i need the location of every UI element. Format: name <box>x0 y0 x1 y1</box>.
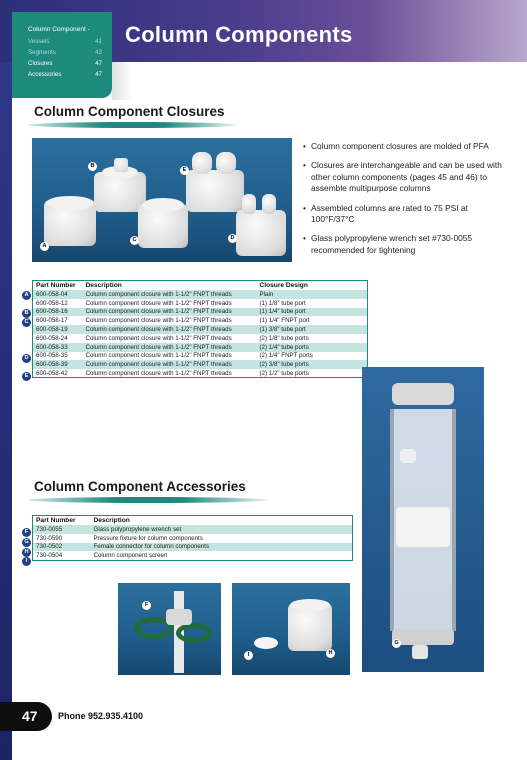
closure-d-image <box>236 210 286 256</box>
nav-item-page: 47 <box>95 60 102 67</box>
row-marker-i: I <box>22 557 31 566</box>
part-number: 600-058-04 <box>33 290 83 299</box>
closures-table <box>32 280 368 378</box>
bullet-item: • Column component closures are molded of PFA <box>303 141 503 152</box>
closure-e-port-right <box>216 152 236 174</box>
nav-item-accessories[interactable] <box>28 71 102 78</box>
description: Column component closure with 1-1/2" FNPT threads <box>83 308 257 317</box>
column-header: Description <box>93 517 130 524</box>
table-row <box>33 352 368 361</box>
description: Female connector for column components <box>91 543 353 552</box>
callout-g: G <box>392 639 401 648</box>
row-marker-h: H <box>22 548 31 557</box>
column-header: Part Number <box>36 282 76 289</box>
closure-d-port-left <box>242 194 256 214</box>
nav-heading: Column Component - <box>28 26 90 33</box>
table-row <box>33 290 368 299</box>
column-outlet <box>412 645 428 659</box>
closure-design: (1) 3/8" tube port <box>257 325 368 334</box>
closure-design: (2) 1/8" tube ports <box>259 334 309 342</box>
table-row <box>33 316 368 325</box>
closure-c-top <box>142 198 184 212</box>
row-marker-b: B <box>22 309 31 318</box>
callout-e: E <box>180 166 189 175</box>
table-header-row <box>33 516 353 526</box>
table-row <box>33 360 368 369</box>
row-marker-e: E <box>22 372 31 381</box>
closure-design: (2) 3/8" tube ports <box>257 360 368 369</box>
table-row <box>33 299 368 308</box>
nav-item-page: 41 <box>95 38 102 45</box>
part-number: 600-058-24 <box>36 334 68 342</box>
callout-c: C <box>130 236 139 245</box>
table-row <box>33 308 368 317</box>
accessories-heading: Column Component Accessories <box>34 479 246 494</box>
row-marker-d: D <box>22 354 31 363</box>
page-title: Column Components <box>125 22 353 47</box>
part-number: 600-058-19 <box>33 325 83 334</box>
nav-item-vessels[interactable] <box>28 38 102 45</box>
description: Column component closure with 1-1/2" FNPT threads <box>85 317 232 325</box>
description: Column component closure with 1-1/2" FNPT threads <box>85 352 232 360</box>
page-number: 47 <box>22 708 38 724</box>
closures-photo <box>32 138 292 262</box>
nav-shadow <box>112 62 132 100</box>
nav-item-page: 43 <box>95 49 102 56</box>
callout-h: H <box>326 649 335 658</box>
closures-bullets <box>303 141 503 264</box>
part-number: 600-058-39 <box>33 360 83 369</box>
nav-item-page: 47 <box>95 71 102 78</box>
nav-item-label: Accessories <box>28 71 62 78</box>
closure-d-port-right <box>262 194 276 214</box>
table-row <box>33 534 353 543</box>
table-row <box>33 334 368 343</box>
closure-e-image <box>186 170 244 212</box>
part-number: 600-058-35 <box>36 352 68 360</box>
left-rail <box>0 0 12 760</box>
bullet-item: • Glass polypropylene wrench set #730-0055 recommended for tightening <box>303 233 503 256</box>
row-marker-f: F <box>22 528 31 537</box>
part-number: 600-058-17 <box>36 317 68 325</box>
part-number: 730-0055 <box>33 525 91 534</box>
description: Column component screen <box>93 552 168 560</box>
nav-item-label: Vessels <box>28 38 50 45</box>
closures-heading: Column Component Closures <box>34 104 225 119</box>
closure-design: Plain <box>257 290 368 299</box>
accessories-table <box>32 515 353 561</box>
table-row <box>33 343 368 352</box>
table-row <box>33 543 353 552</box>
row-marker-g: G <box>22 538 31 547</box>
part-number: 730-0502 <box>33 543 91 552</box>
part-number: 600-058-12 <box>36 299 68 307</box>
part-number: 600-058-16 <box>33 308 83 317</box>
closures-swoosh <box>28 122 238 128</box>
row-marker-a: A <box>22 291 31 300</box>
table-row <box>33 325 368 334</box>
bullet-item: • Assembled columns are rated to 75 PSI at 100°F/37°C <box>303 203 503 226</box>
callout-b: B <box>88 162 97 171</box>
description: Column component closure with 1-1/2" FNPT threads <box>85 299 232 307</box>
column-segment <box>396 507 450 547</box>
bullet-item: • Closures are interchangeable and can be used with other column components (pages 45 and 46) to assemble multipurpose columns <box>303 160 503 194</box>
callout-f: F <box>142 601 151 610</box>
closure-a-top <box>46 196 94 210</box>
closure-design: (2) 1/4" FNPT ports <box>259 352 313 360</box>
phone-number: Phone 952.935.4100 <box>58 711 144 721</box>
column-bottom-closure <box>392 629 454 645</box>
closure-design: (1) 1/4" FNPT port <box>259 317 310 325</box>
column-assembly-photo <box>362 367 484 672</box>
closure-e-port-left <box>192 152 212 174</box>
connector-screen-photo <box>232 583 350 675</box>
description: Pressure fixture for column components <box>93 534 203 542</box>
callout-d: D <box>228 234 237 243</box>
nav-item-label: Closures <box>28 60 53 67</box>
column-top-closure <box>392 383 454 405</box>
description: Column component closure with 1-1/2" FNPT threads <box>83 325 257 334</box>
callout-i: I <box>244 651 253 660</box>
nav-item-label: Segments <box>28 49 56 56</box>
female-connector-top <box>290 599 330 611</box>
wrench-head <box>166 609 192 625</box>
description: Column component closure with 1-1/2" FNPT threads <box>83 343 257 352</box>
closure-design: (2) 1/2" tube ports <box>259 369 309 377</box>
part-number: 600-058-33 <box>33 343 83 352</box>
description: Column component closure with 1-1/2" FNPT threads <box>85 369 232 377</box>
description: Column component closure with 1-1/2" FNPT threads <box>85 334 232 342</box>
wrench-photo <box>118 583 221 675</box>
closure-design: (2) 1/4" tube ports <box>257 343 368 352</box>
nav-item-segments[interactable] <box>28 49 102 56</box>
table-row <box>33 369 368 378</box>
column-header: Description <box>85 282 122 289</box>
part-number: 730-0590 <box>36 534 63 542</box>
callout-a: A <box>40 242 49 251</box>
table-row <box>33 551 353 560</box>
column-header: Part Number <box>36 517 76 524</box>
closure-b-port <box>114 158 128 172</box>
row-marker-c: C <box>22 318 31 327</box>
section-nav <box>12 12 112 98</box>
table-header-row <box>33 281 368 291</box>
nav-item-closures[interactable] <box>28 60 102 67</box>
accessories-swoosh <box>28 497 268 503</box>
closure-design: (1) 1/4" tube port <box>257 308 368 317</box>
part-number: 600-058-42 <box>36 369 68 377</box>
closure-design: (1) 1/8" tube port <box>259 299 306 307</box>
column-header: Closure Design <box>259 282 308 289</box>
screen-image <box>254 637 278 649</box>
wrench-right-jaw <box>176 623 212 643</box>
table-row <box>33 525 353 534</box>
description: Glass polypropylene wrench set <box>91 525 353 534</box>
description: Column component closure with 1-1/2" FNPT threads <box>83 290 257 299</box>
part-number: 730-0504 <box>36 552 63 560</box>
description: Column component closure with 1-1/2" FNPT threads <box>83 360 257 369</box>
column-side-port <box>400 449 416 463</box>
